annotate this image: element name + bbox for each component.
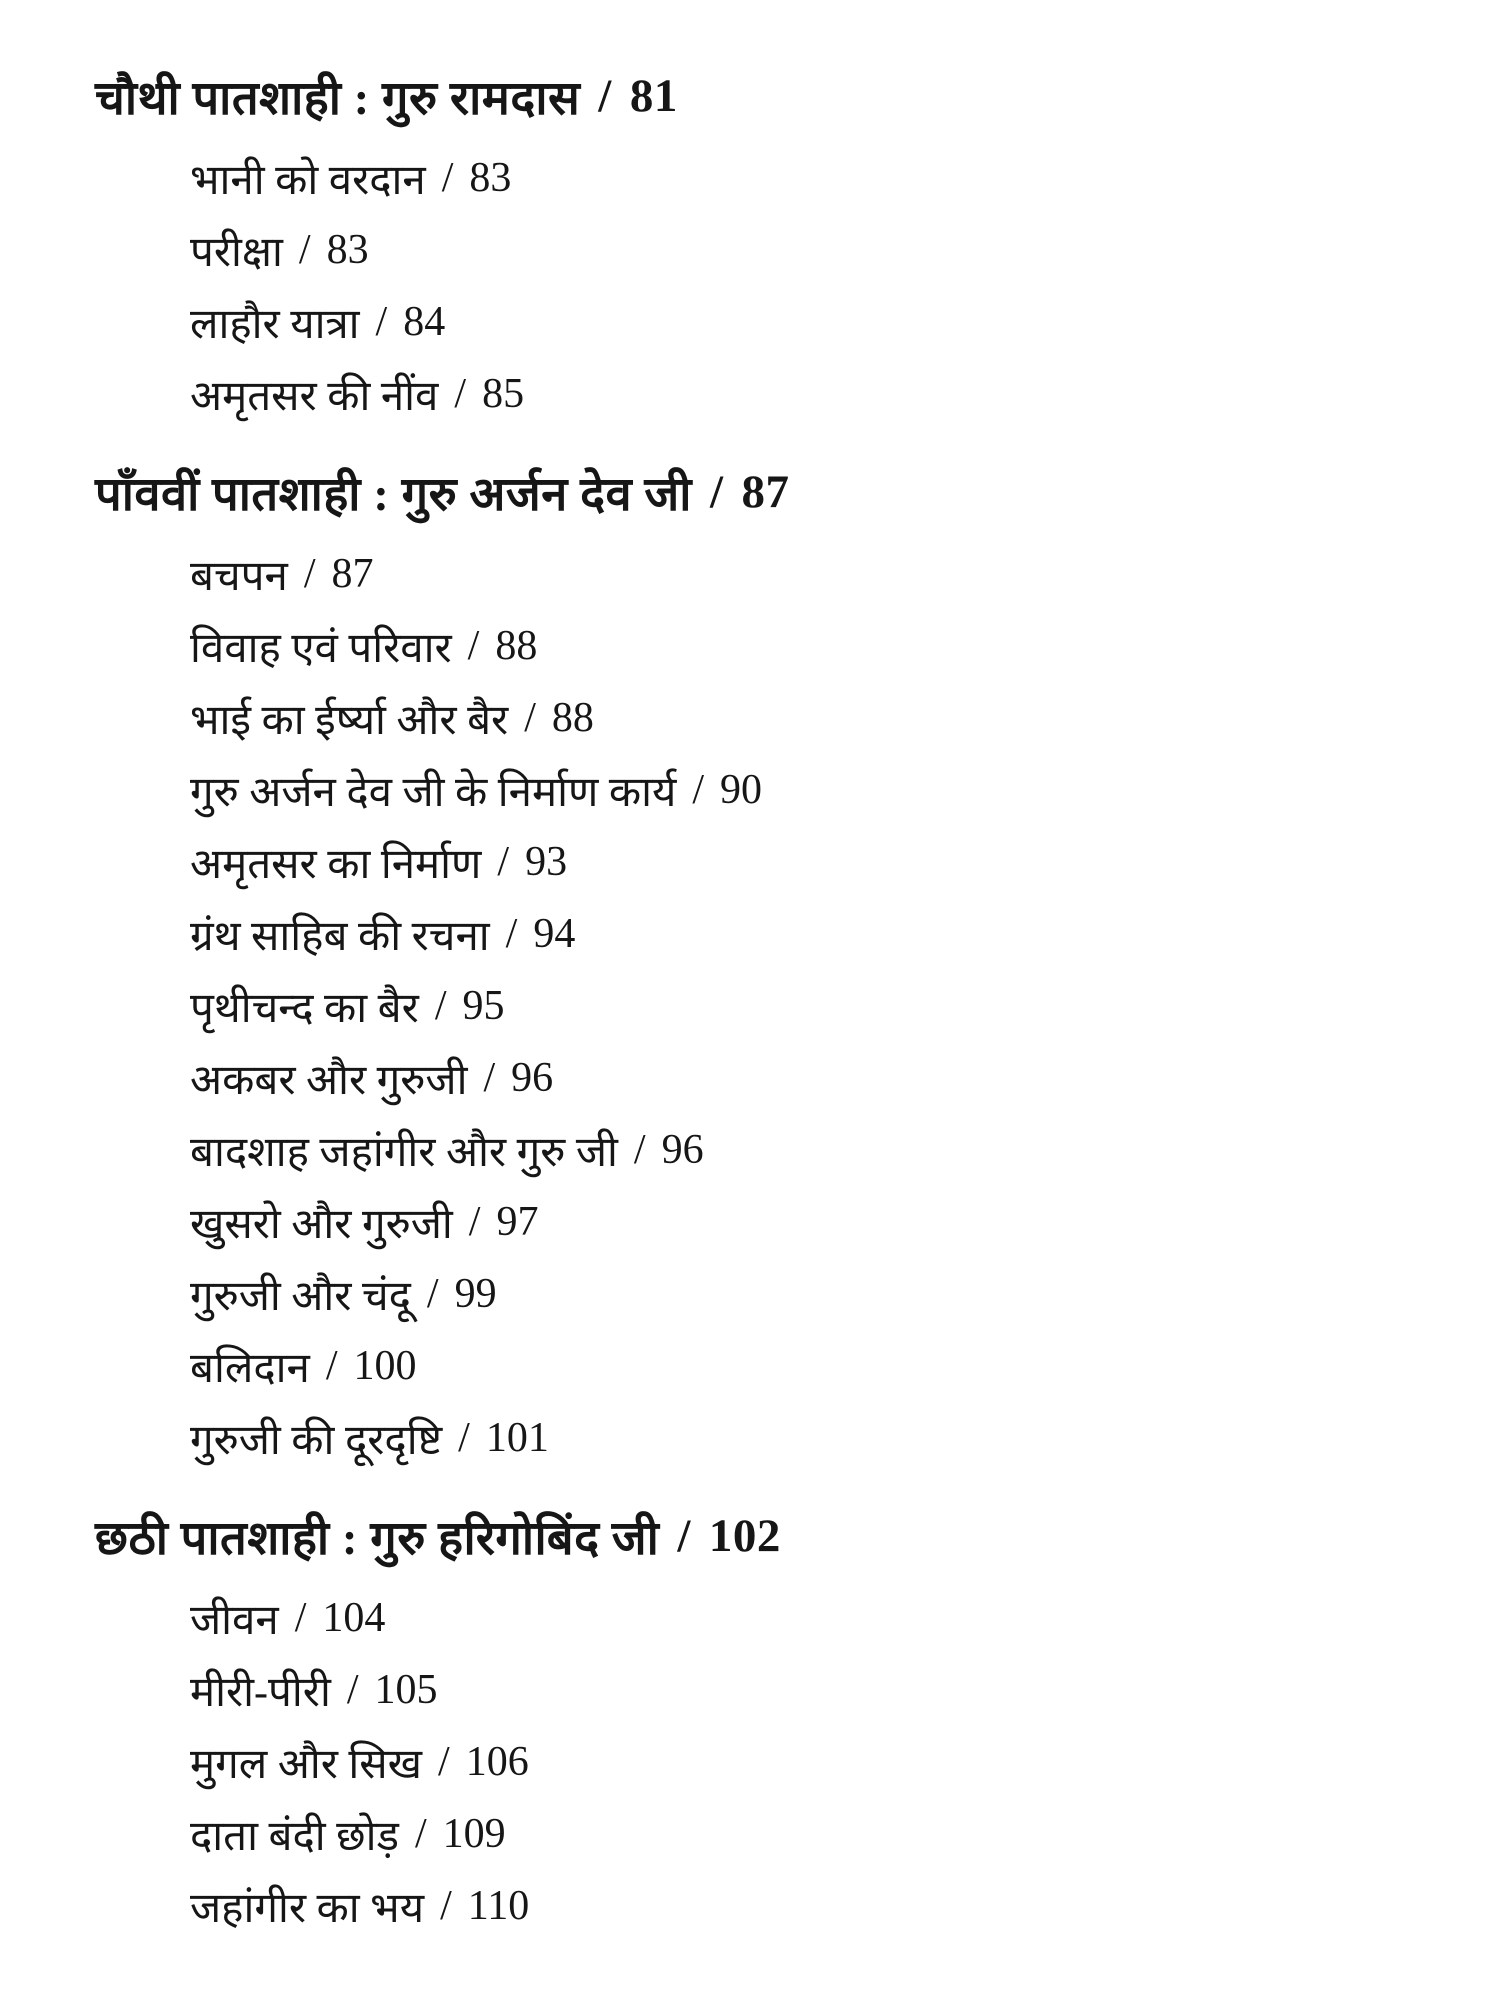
toc-entry	[95, 1402, 1440, 1474]
page-separator: /	[426, 1271, 439, 1317]
page-separator: /	[375, 299, 388, 345]
toc-entry	[95, 1654, 1440, 1726]
toc-entry-label: लाहौर यात्रा	[190, 301, 360, 348]
toc-entry	[95, 1258, 1440, 1330]
page-separator: /	[692, 767, 704, 813]
toc-entry-page-number: 106	[465, 1739, 529, 1785]
toc-entry-page-number: 96	[661, 1127, 704, 1173]
toc-entry-label: भानी को वरदान	[190, 157, 426, 204]
toc-entry-label: मुगल और सिख	[190, 1741, 423, 1788]
toc-entry-page-number: 110	[467, 1883, 530, 1929]
page-separator: /	[598, 70, 612, 122]
toc-entry-page-number: 88	[551, 695, 594, 741]
page-separator: /	[524, 695, 536, 741]
page-separator: /	[467, 623, 480, 669]
toc-entry	[95, 538, 1440, 610]
page-separator: /	[483, 1055, 496, 1101]
toc-entry-page-number: 97	[496, 1199, 539, 1245]
page-separator: /	[346, 1667, 359, 1713]
page-separator: /	[441, 155, 454, 201]
page-separator: /	[633, 1127, 646, 1173]
toc-entry-label: अमृतसर का निर्माण	[190, 841, 482, 888]
toc-entry-page-number: 88	[495, 623, 538, 669]
section-heading	[95, 1490, 1440, 1582]
section-page-number: 87	[741, 466, 790, 518]
toc-entry	[95, 682, 1440, 754]
toc-entry-page-number: 83	[469, 155, 512, 201]
toc-entry-page-number: 90	[720, 767, 762, 813]
toc-entry	[95, 898, 1440, 970]
page-separator: /	[434, 983, 447, 1029]
toc-entry-page-number: 96	[511, 1055, 554, 1101]
toc-entry	[95, 286, 1440, 358]
toc-entry-page-number: 109	[442, 1811, 506, 1857]
toc-entry-label: खुसरो और गुरुजी	[190, 1201, 453, 1248]
page-separator: /	[303, 551, 316, 597]
toc-entry-label: बचपन	[190, 553, 288, 600]
page-separator: /	[709, 466, 724, 518]
toc-entry	[95, 1042, 1440, 1114]
toc-entry	[95, 1870, 1440, 1942]
page-separator: /	[438, 1739, 450, 1785]
toc-entry-label: विवाह एवं परिवार	[190, 625, 452, 672]
toc-entry-label: गुरु अर्जन देव जी के निर्माण कार्य	[190, 769, 677, 816]
toc-entry-label: मीरी-पीरी	[190, 1669, 331, 1716]
toc-entry	[95, 754, 1440, 826]
toc-entry	[95, 1726, 1440, 1798]
toc-entry-page-number: 85	[482, 371, 525, 417]
toc-entry-page-number: 105	[374, 1667, 438, 1713]
toc-entry	[95, 358, 1440, 430]
toc-entry-page-number: 93	[525, 839, 568, 885]
section-heading	[95, 446, 1440, 538]
toc-entry-page-number: 99	[454, 1271, 497, 1317]
toc-entry-label: जहांगीर का भय	[190, 1885, 425, 1932]
toc-entry-label: गुरुजी और चंदू	[190, 1273, 411, 1320]
toc-entry-page-number: 94	[533, 911, 576, 957]
toc-entry-label: गुरुजी की दूरदृष्टि	[190, 1417, 443, 1464]
page-separator: /	[505, 911, 518, 957]
toc-entry-label: अकबर और गुरुजी	[190, 1057, 468, 1104]
section-page-number: 81	[629, 70, 678, 122]
page-separator: /	[454, 371, 467, 417]
toc-entry	[95, 610, 1440, 682]
toc-entry	[95, 1798, 1440, 1870]
page-separator: /	[677, 1510, 691, 1562]
toc-entry-label: दाता बंदी छोड़	[190, 1813, 399, 1860]
toc-entry-page-number: 101	[485, 1415, 549, 1461]
toc-entry	[95, 1186, 1440, 1258]
toc-entry-label: अमृतसर की नींव	[190, 373, 439, 420]
toc-entry	[95, 1114, 1440, 1186]
toc-entry-label: जीवन	[190, 1597, 279, 1644]
page-separator: /	[497, 839, 510, 885]
toc-entry	[95, 970, 1440, 1042]
toc-entry-page-number: 83	[326, 227, 369, 273]
toc-entry-page-number: 100	[353, 1343, 417, 1389]
toc-entry-page-number: 95	[462, 983, 505, 1029]
toc-entry-label: बादशाह जहांगीर और गुरु जी	[190, 1129, 618, 1176]
section-title: पाँववीं पातशाही : गुरु अर्जन देव जी	[95, 469, 692, 521]
toc-entry-page-number: 104	[322, 1595, 386, 1641]
toc-entry	[95, 1330, 1440, 1402]
page-separator: /	[325, 1343, 338, 1389]
toc-entry-label: पृथीचन्द का बैर	[190, 985, 419, 1032]
toc-entry	[95, 142, 1440, 214]
toc-entry-label: बलिदान	[190, 1345, 310, 1392]
section-heading	[95, 50, 1440, 142]
page-separator: /	[294, 1595, 307, 1641]
toc-entry-label: परीक्षा	[190, 229, 283, 276]
toc-entry-label: ग्रंथ साहिब की रचना	[190, 913, 490, 960]
section-title: छठी पातशाही : गुरु हरिगोबिंद जी	[95, 1513, 660, 1565]
page-separator: /	[298, 227, 311, 273]
toc-entry-page-number: 87	[331, 551, 374, 597]
toc-entry	[95, 826, 1440, 898]
toc-entry	[95, 214, 1440, 286]
section-page-number: 102	[708, 1510, 781, 1562]
toc-entry-label: भाई का ईर्ष्या और बैर	[190, 697, 509, 744]
page-separator: /	[414, 1811, 427, 1857]
page-separator: /	[458, 1415, 470, 1461]
page-separator: /	[468, 1199, 481, 1245]
section-title: चौथी पातशाही : गुरु रामदास	[95, 73, 581, 125]
toc-entry-page-number: 84	[403, 299, 446, 345]
toc-entry	[95, 1582, 1440, 1654]
page-separator: /	[440, 1883, 452, 1929]
